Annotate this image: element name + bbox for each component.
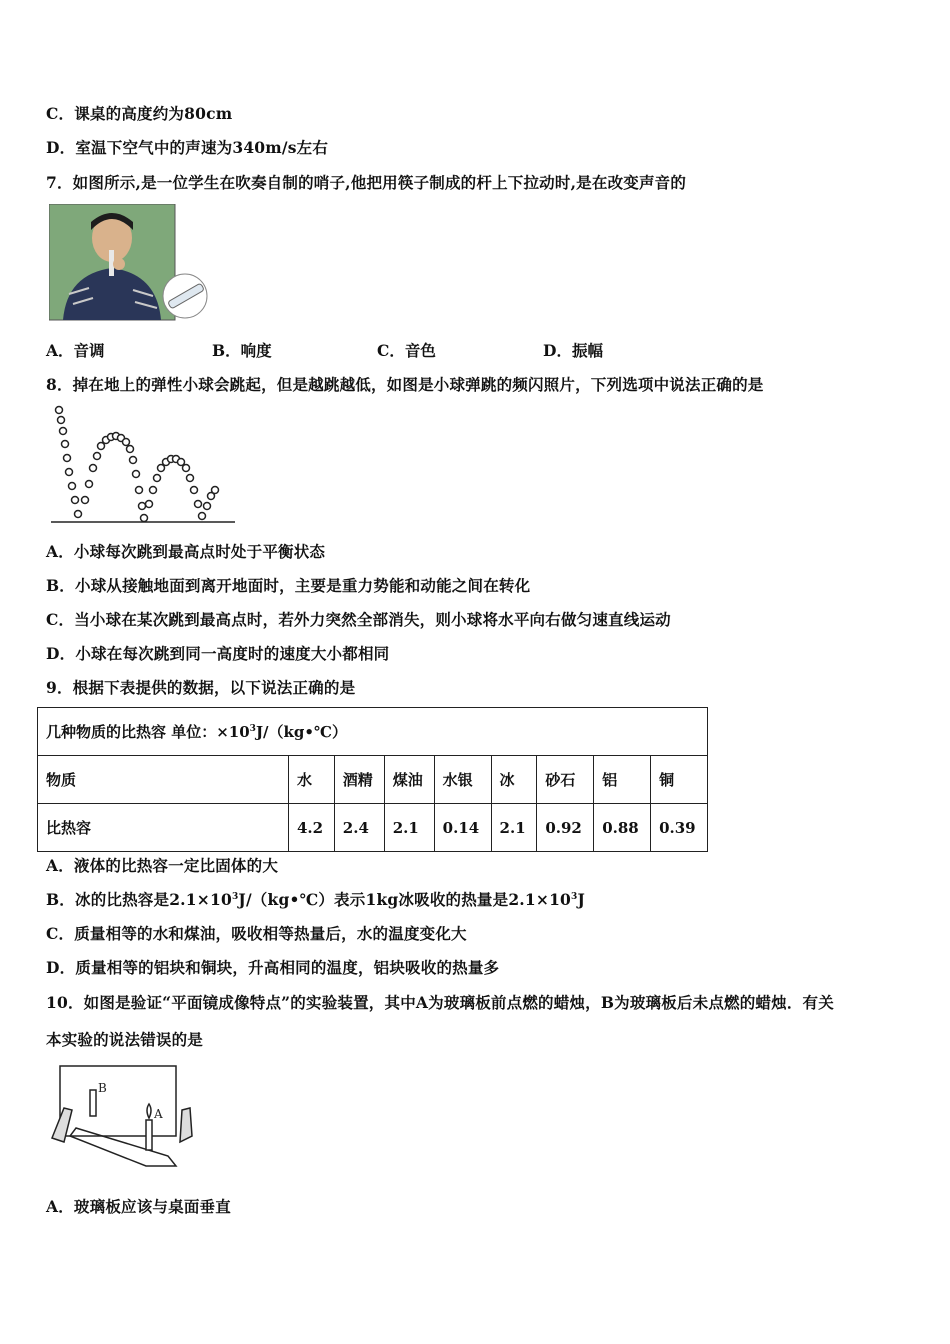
- q7-option-a: A．音调: [46, 341, 105, 360]
- q10-option-a: A．玻璃板应该与桌面垂直: [46, 1197, 231, 1216]
- table-cell: 0.88: [594, 804, 651, 852]
- plane-mirror-apparatus-figure: [46, 1062, 196, 1170]
- q8-option-c: C．当小球在某次跳到最高点时，若外力突然全部消失，则小球将水平向右做匀速直线运动: [46, 610, 671, 629]
- question-9-text: 9．根据下表提供的数据，以下说法正确的是: [46, 678, 356, 697]
- table-cell: 0.14: [434, 804, 491, 852]
- table-title-row: [38, 708, 708, 756]
- table-cell: 水: [289, 756, 335, 804]
- question-10-text-line1: 10．如图是验证“平面镜成像特点”的实验装置，其中A为玻璃板前点燃的蜡烛，B为玻璃板后未点燃的蜡烛．有关: [46, 993, 834, 1012]
- question-7-text: 7．如图所示,是一位学生在吹奏自制的哨子,他把用筷子制成的杆上下拉动时,是在改变声音的: [46, 173, 687, 192]
- question-8-text: 8．掉在地上的弹性小球会跳起，但是越跳越低，如图是小球弹跳的频闪照片，下列选项中说法正确的是: [46, 375, 764, 394]
- table-row: [38, 804, 708, 852]
- table-cell: 砂石: [537, 756, 594, 804]
- table-cell: 冰: [491, 756, 537, 804]
- q9-option-d: D．质量相等的铝块和铜块，升高相同的温度，铝块吸收的热量多: [46, 958, 500, 977]
- student-whistle-photo: [49, 204, 209, 322]
- option-d-sound-speed: D．室温下空气中的声速为340m/s左右: [46, 138, 329, 157]
- table-cell: 4.2: [289, 804, 335, 852]
- q7-option-c: C．音色: [377, 341, 436, 360]
- question-10-text-line2: 本实验的说法错误的是: [46, 1030, 204, 1049]
- q8-option-d: D．小球在每次跳到同一高度时的速度大小都相同: [46, 644, 390, 663]
- table-row-label: 比热容: [38, 804, 289, 852]
- q9-option-c: C．质量相等的水和煤油，吸收相等热量后，水的温度变化大: [46, 924, 467, 943]
- table-cell: 铝: [594, 756, 651, 804]
- table-cell: 2.1: [384, 804, 434, 852]
- specific-heat-table: [37, 707, 708, 852]
- table-row: [38, 756, 708, 804]
- q8-option-b: B．小球从接触地面到离开地面时，主要是重力势能和动能之间在转化: [46, 576, 531, 595]
- table-cell: 2.4: [334, 804, 384, 852]
- table-cell: 0.92: [537, 804, 594, 852]
- question-7-options: [46, 339, 646, 359]
- table-title: 几种物质的比热容 单位：$\times 10^3J/(kg•℃)$: [38, 708, 708, 756]
- option-c-desk-height: C．课桌的高度约为80cm: [46, 104, 233, 123]
- table-cell: 水银: [434, 756, 491, 804]
- bouncing-ball-figure: [49, 404, 239, 526]
- candle-a-label: A: [154, 1107, 163, 1121]
- candle-b-label: B: [98, 1081, 107, 1095]
- q8-option-a: A．小球每次跳到最高点时处于平衡状态: [46, 542, 326, 561]
- q7-option-b: B．响度: [212, 341, 272, 360]
- table-cell: 铜: [651, 756, 708, 804]
- table-cell: 酒精: [334, 756, 384, 804]
- q7-option-d: D．振幅: [543, 341, 603, 360]
- table-cell: 0.39: [651, 804, 708, 852]
- table-row-label: 物质: [38, 756, 289, 804]
- q9-option-a: A．液体的比热容一定比固体的大: [46, 856, 279, 875]
- table-cell: 2.1: [491, 804, 537, 852]
- q9-option-b: B．冰的比热容是$2.1\times 10^3J/(kg•℃)$表示1kg冰吸收的热量是$2.1\times 10^3J$: [46, 890, 586, 909]
- table-cell: 煤油: [384, 756, 434, 804]
